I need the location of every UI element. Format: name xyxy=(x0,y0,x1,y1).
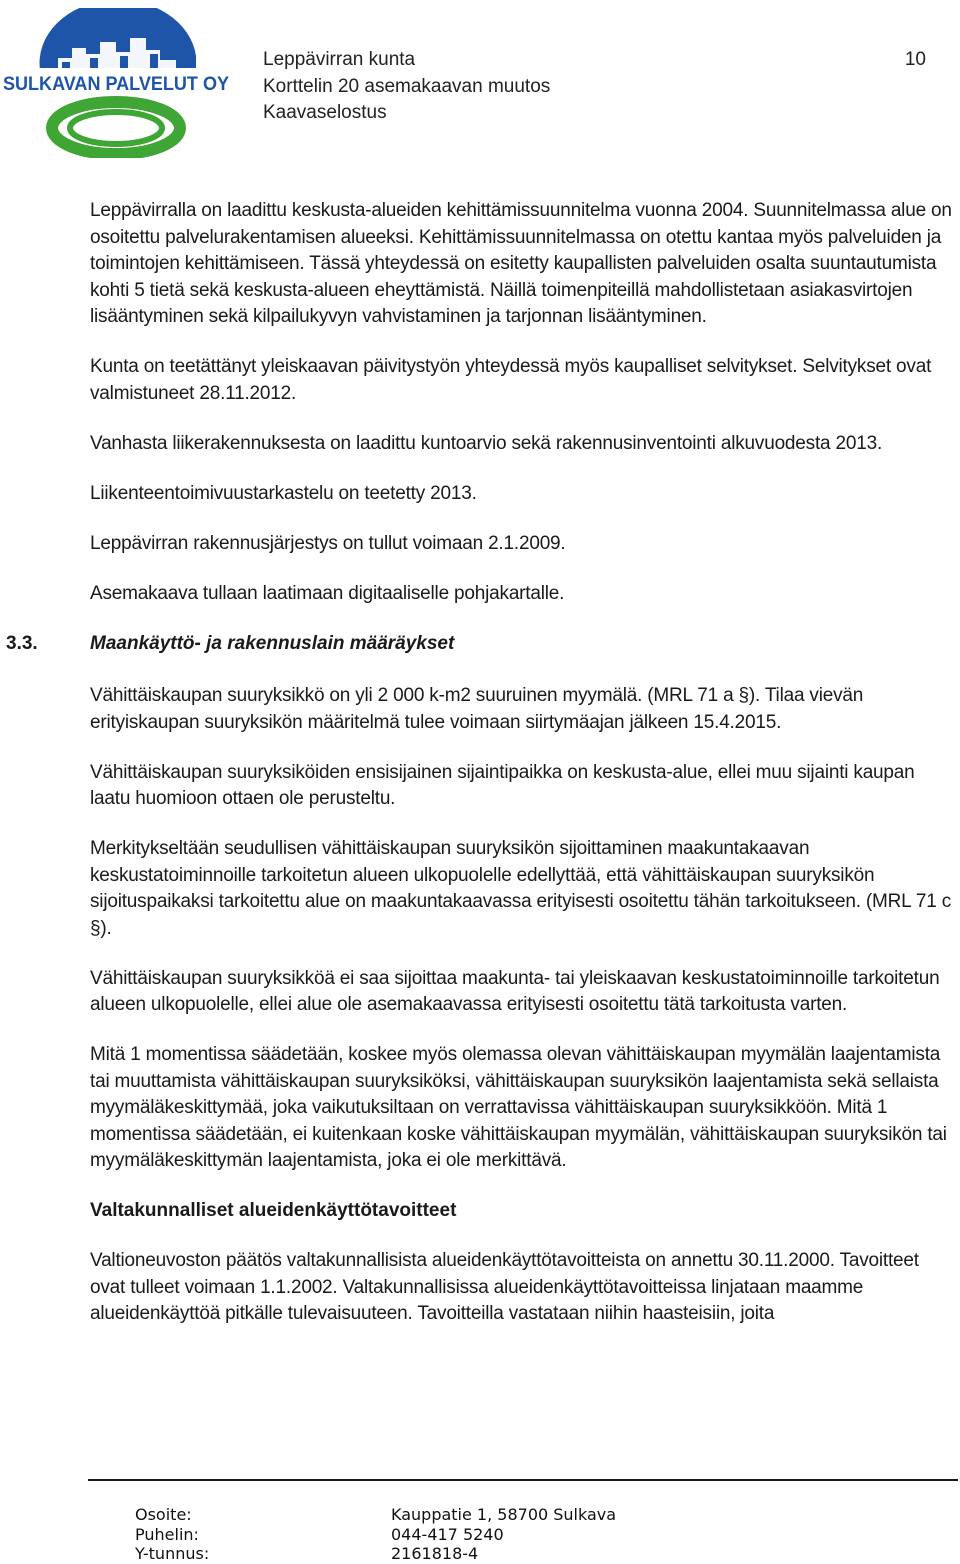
paragraph: Kunta on teetättänyt yleiskaavan päivitystyön yhteydessä myös kaupalliset selvitykset. Selvitykset ovat valmistuneet 28.11.2012. xyxy=(90,356,932,404)
paragraph: Leppävirralla on laadittu keskusta-alueiden kehittämissuunnitelma vuonna 2004. Suunnitelmassa alue on osoitettu palvelurakentamisen alueeksi. Kehittämissuunnitelmassa on otettu kantaa myös palveluiden ja toimintojen kehittämiseen. Tässä yhteydessä on esitetty kaupallisten palveluiden osalta suuntautumista kohti 5 tietä sekä keskusta-alueen eheyttämistä. Näillä toimenpiteillä mahdollistetaan asiakasvirtojen lisääntyminen sekä kilpailukyvyn vahvistaminen ja tarjonnan lisääntyminen. xyxy=(90,200,952,327)
paragraph: Mitä 1 momentissa säädetään, koskee myös olemassa olevan vähittäiskaupan myymälän laajentamista tai muuttamista vähittäiskaupan suuryksiköksi, vähittäiskaupan suuryksikön laajentamista sekä sellaista myymäläkeskittymää, joka vaikutuksiltaan on verrattavissa vähittäiskaupan suuryksikköön. Mitä 1 momentissa säädetään, ei kuitenkaan koske vähittäiskaupan myymälän, vähittäiskaupan suuryksikön tai myymäläkeskittymän laajentamista, joka ei ole merkittävä. xyxy=(90,1044,947,1171)
footer-address-value: Kauppatie 1, 58700 Sulkava xyxy=(391,1505,617,1524)
page-number: 10 xyxy=(904,49,926,70)
footer-business-id-value: 2161818-4 xyxy=(391,1544,479,1563)
footer-address-label: Osoite: xyxy=(135,1505,192,1524)
paragraph: Vähittäiskaupan suuryksiköiden ensisijainen sijaintipaikka on keskusta-alue, ellei muu sijainti kaupan laatu huomioon ottaen ole perusteltu. xyxy=(90,761,915,809)
footer-phone-value: 044-417 5240 xyxy=(391,1524,504,1544)
paragraph: Asemakaava tullaan laatimaan digitaaliselle pohjakartalle. xyxy=(90,582,565,604)
paragraph: Vähittäiskaupan suuryksikköä ei saa sijoittaa maakunta- tai yleiskaavan keskustatoiminnoille tarkoitetun alueen ulkopuolelle, ellei alue ole asemakaavassa erityisesti osoitettu tätä tarkoitusta varten. xyxy=(90,967,940,1015)
paragraph: Leppävirran rakennusjärjestys on tullut voimaan 2.1.2009. xyxy=(90,532,566,554)
footer-business-id-label: Y-tunnus: xyxy=(135,1544,210,1563)
header-document-type: Kaavaselostus xyxy=(263,102,387,123)
paragraph: Vanhasta liikerakennuksesta on laadittu kuntoarvio sekä rakennusinventointi alkuvuodesta 2013. xyxy=(90,432,883,454)
document-body xyxy=(6,198,952,1351)
document-header xyxy=(263,47,550,127)
paragraph: Liikenteentoimivuustarkastelu on teetetty 2013. xyxy=(90,482,477,504)
logo-text: SULKAVAN PALVELUT OY xyxy=(3,74,230,95)
company-logo xyxy=(0,8,232,158)
paragraph: Merkitykseltään seudullisen vähittäiskaupan suuryksikön sijoittaminen maakuntakaavan keskustatoiminnoille tarkoitetun alueen ulkopuolelle edellyttää, että vähittäiskaupan suuryksikön sijoituspaikaksi tarkoitettu alue on maakuntakaavassa erityisesti osoitettu tähän tarkoitukseen. (MRL 71 c §). xyxy=(90,838,951,939)
section-heading xyxy=(6,631,952,658)
header-organization: Leppävirran kunta xyxy=(263,49,416,70)
page-footer xyxy=(135,1505,616,1564)
paragraph: Vähittäiskaupan suuryksikkö on yli 2 000 k-m2 suuruinen myymälä. (MRL 71 a §). Tilaa vievän erityiskaupan suuryksikön määritelmä tulee voimaan siirtymäajan jälkeen 15.4.2015. xyxy=(90,685,864,733)
paragraph: Valtioneuvoston päätös valtakunnallisista alueidenkäyttötavoitteista on annettu 30.11.2000. Tavoitteet ovat tulleet voimaan 1.1.2002. Valtakunnallisissa alueidenkäyttötavoitteissa linjataan maamme alueidenkäyttöä pitkälle tulevaisuuteen. Tavoitteilla vastataan niihin haasteisiin, joita xyxy=(90,1250,919,1324)
header-plan-title: Korttelin 20 asemakaavan muutos xyxy=(263,75,551,97)
section-number: 3.3. xyxy=(6,632,38,654)
section-title: Maankäyttö- ja rakennuslain määräykset xyxy=(90,632,455,654)
footer-divider xyxy=(88,1479,958,1481)
subheading: Valtakunnalliset alueidenkäyttötavoitteet xyxy=(90,1200,457,1221)
footer-phone-label: Puhelin: xyxy=(135,1524,199,1544)
